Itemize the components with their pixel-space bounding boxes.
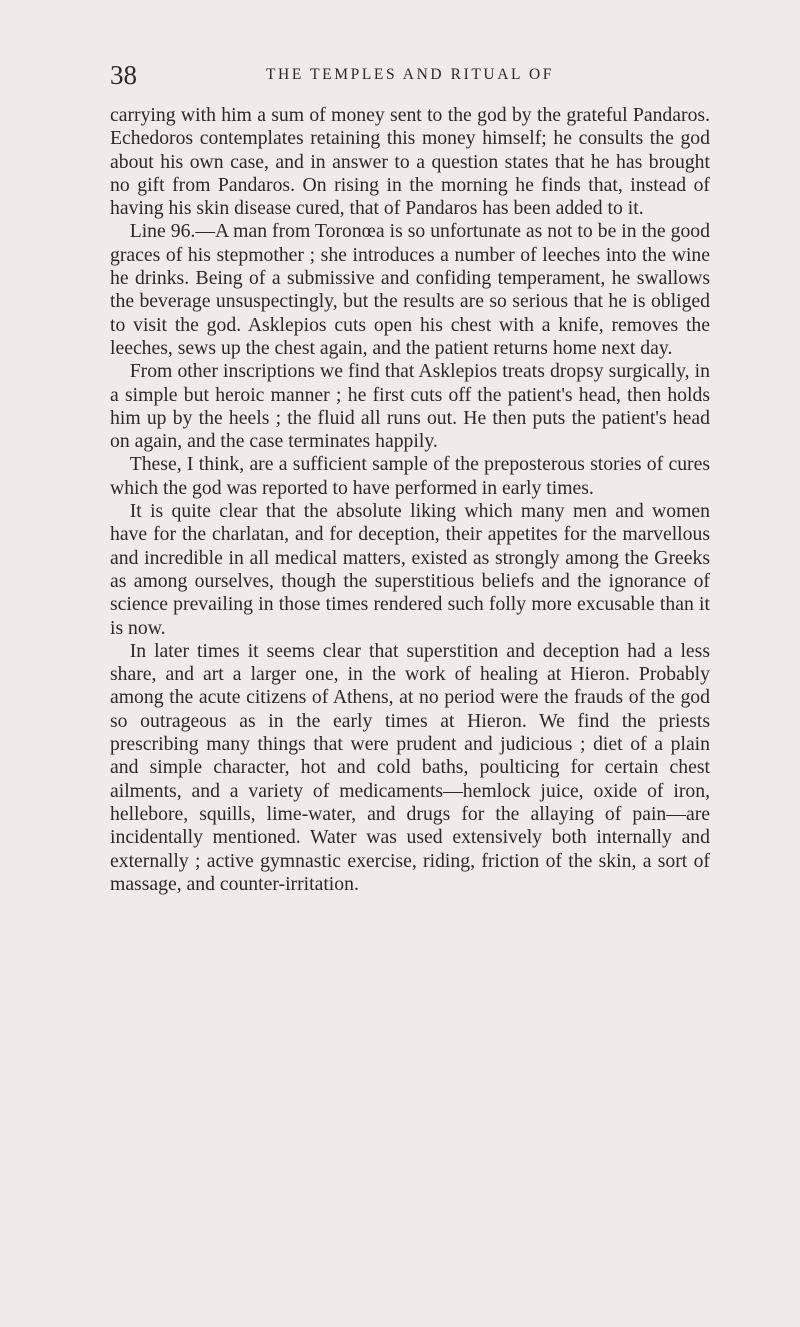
page-number: 38 <box>110 60 137 90</box>
paragraph-continuation: carrying with him a sum of money sent to the god by the grateful Pandaros. Echedoros contemplates retaining this money himself; he consults the god about his own case, and in answer to a question states that he has brought no gift from Pandaros. On rising in the morning he finds that, instead of having his skin disease cured, that of Pandaros has been added to it. <box>110 104 710 220</box>
paragraph-dropsy: From other inscriptions we find that Asklepios treats dropsy surgically, in a simple but heroic manner ; he first cuts off the patient's head, then holds him up by the heels ; the fluid all runs out. He then puts the patient's head on again, and the case terminates happily. <box>110 360 710 453</box>
running-head <box>110 60 710 90</box>
body-text <box>110 104 710 896</box>
paragraph-sample: These, I think, are a sufficient sample of the preposterous stories of cures which the god was reported to have performed in early times. <box>110 453 710 499</box>
paragraph-charlatan: It is quite clear that the absolute liking which many men and women have for the charlatan, and for deception, their appetites for the marvellous and incredible in all medical matters, existed as strongly among the Greeks as among ourselves, though the superstitious beliefs and the ignorance of science prevailing in those times rendered such folly more excusable than it is now. <box>110 500 710 639</box>
running-title: THE TEMPLES AND RITUAL OF <box>265 66 555 83</box>
paragraph-later-times: In later times it seems clear that superstition and deception had a less share, and art a larger one, in the work of healing at Hieron. Probably among the acute citizens of Athens, at no period were the frauds of the god so outrageous as in the early times at Hieron. We find the priests prescribing many things that were prudent and judicious ; diet of a plain and simple character, hot and cold baths, poulticing for certain chest ailments, and a variety of medicaments—hemlock juice, oxide of iron, hellebore, squills, lime-water, and drugs for the allaying of pain—are incidentally mentioned. Water was used extensively both internally and externally ; active gymnastic exercise, riding, friction of the skin, a sort of massage, and counter-irritation. <box>110 639 710 895</box>
paragraph-line-96: Line 96.—A man from Toronœa is so unfortunate as not to be in the good graces of his stepmother ; she introduces a number of leeches into the wine he drinks. Being of a submissive and confiding temperament, he swallows the beverage unsuspectingly, but the results are so serious that he is obliged to visit the god. Asklepios cuts open his chest with a knife, removes the leeches, sews up the chest again, and the patient returns home next day. <box>110 220 710 359</box>
